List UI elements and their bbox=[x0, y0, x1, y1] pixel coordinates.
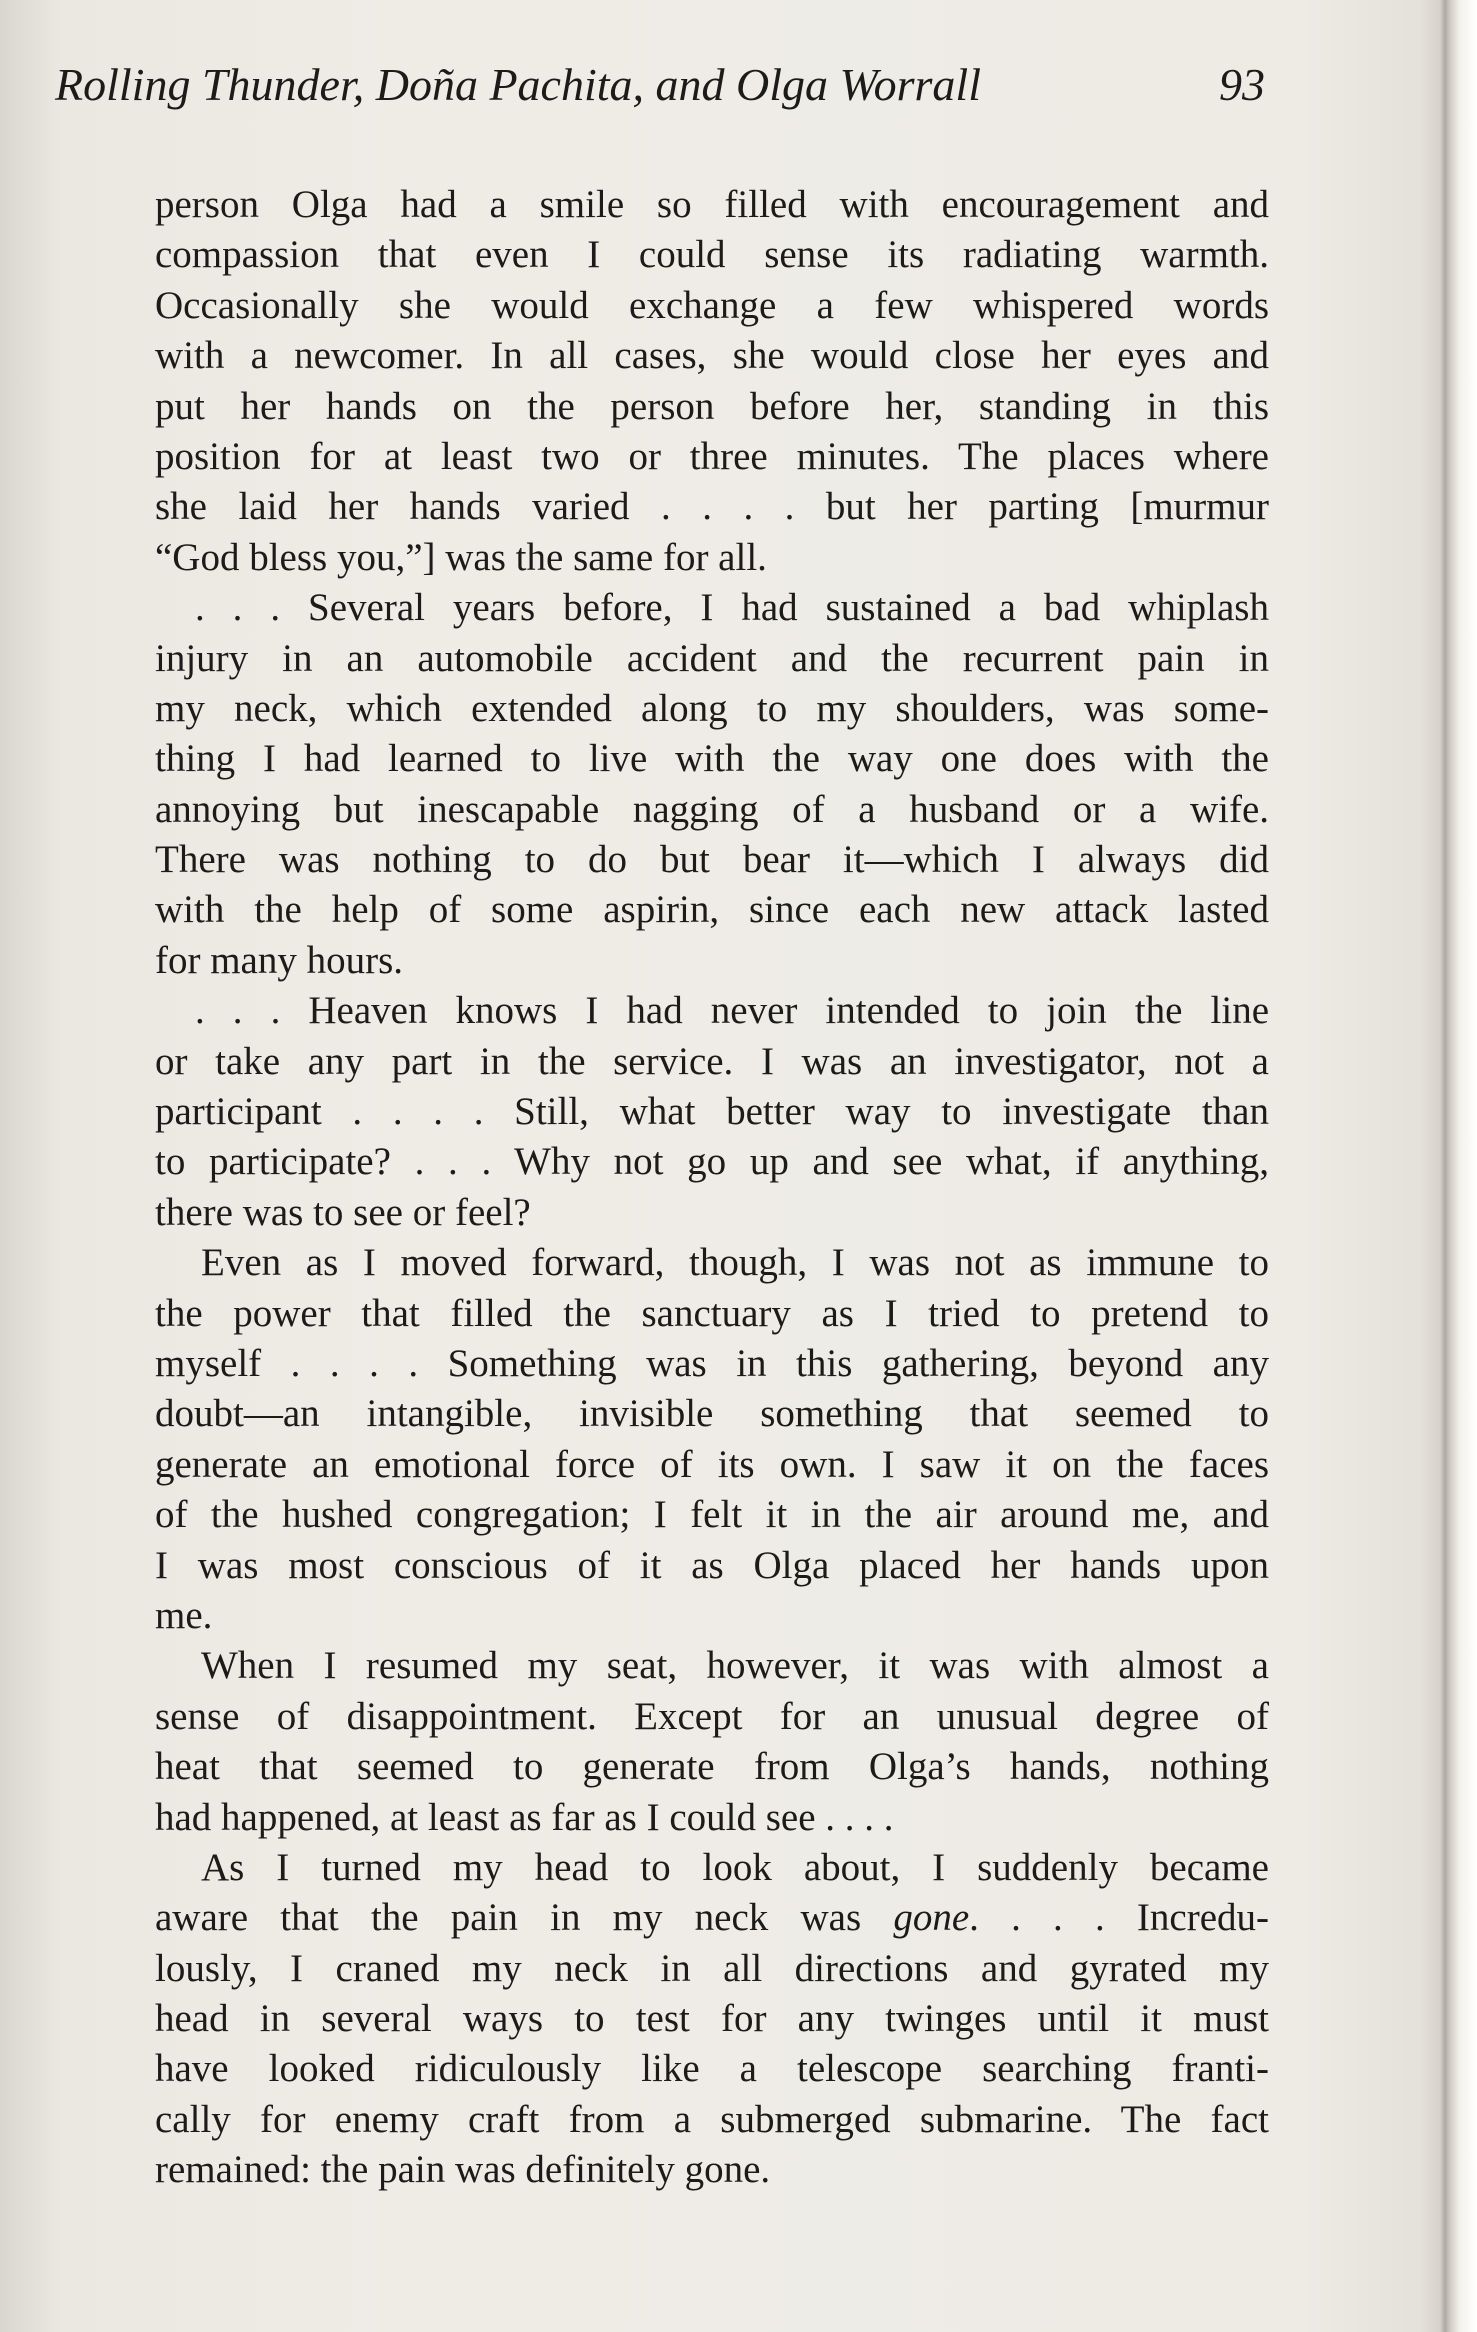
text-segment: . . . . Incredu- bbox=[969, 1896, 1270, 1940]
text-line: “God bless you,”] was the same for all. bbox=[155, 535, 767, 579]
text-segment: aware that the pain in my neck was bbox=[155, 1896, 862, 1940]
text-line: cally for enemy craft from a submerged submarine. The fact bbox=[155, 2097, 1269, 2141]
text-line: generate an emotional force of its own. I saw it on the faces bbox=[155, 1442, 1269, 1486]
text-line: Even as I moved forward, though, I was not as immune to bbox=[201, 1241, 1269, 1285]
text-line: for many hours. bbox=[155, 938, 404, 982]
text-line: doubt—an intangible, invisible something that seemed to bbox=[155, 1392, 1269, 1436]
text-line: head in several ways to test for any twinges until it must bbox=[155, 1997, 1269, 2041]
text-line: remained: the pain was definitely gone. bbox=[155, 2148, 771, 2192]
text-line: she laid her hands varied . . . . but her parting [murmur bbox=[155, 485, 1269, 529]
text-line: with the help of some aspirin, since each new attack lasted bbox=[155, 888, 1269, 932]
text-line: position for at least two or three minutes. The places where bbox=[155, 434, 1269, 478]
text-line: There was nothing to do but bear it—which I always did bbox=[155, 838, 1269, 882]
running-title: Rolling Thunder, Doña Pachita, and Olga Worrall bbox=[55, 59, 981, 110]
page-number: 93 bbox=[1219, 59, 1265, 110]
text-line: As I turned my head to look about, I suddenly became bbox=[201, 1845, 1269, 1889]
text-line: heat that seemed to generate from Olga’s hands, nothing bbox=[155, 1745, 1269, 1789]
text-line: Occasionally she would exchange a few whispered words bbox=[155, 283, 1269, 327]
text-line: compassion that even I could sense its radiating warmth. bbox=[155, 233, 1269, 277]
text-line: had happened, at least as far as I could see . . . . bbox=[155, 1795, 894, 1839]
page-edge-shadow bbox=[1440, 0, 1450, 2332]
text-line: . . . Several years before, I had sustained a bad whiplash bbox=[195, 586, 1269, 630]
text-line: me. bbox=[155, 1593, 213, 1637]
text-line: my neck, which extended along to my shoulders, was some- bbox=[155, 686, 1269, 730]
text-line: with a newcomer. In all cases, she would close her eyes and bbox=[155, 334, 1269, 378]
text-line: have looked ridiculously like a telescope searching franti- bbox=[155, 2047, 1269, 2091]
text-line: thing I had learned to live with the way one does with the bbox=[155, 737, 1269, 781]
text-line: of the hushed congregation; I felt it in the air around me, and bbox=[155, 1493, 1269, 1537]
text-line-with-emphasis bbox=[155, 1893, 1269, 1943]
body-text bbox=[155, 180, 1269, 2196]
running-head bbox=[55, 58, 1265, 118]
text-line: injury in an automobile accident and the recurrent pain in bbox=[155, 636, 1269, 680]
text-line: myself . . . . Something was in this gathering, beyond any bbox=[155, 1341, 1269, 1385]
text-line: or take any part in the service. I was an investigator, not a bbox=[155, 1039, 1269, 1083]
text-line: I was most conscious of it as Olga placed her hands upon bbox=[155, 1543, 1269, 1587]
text-line: put her hands on the person before her, standing in this bbox=[155, 384, 1269, 428]
text-line: When I resumed my seat, however, it was with almost a bbox=[201, 1644, 1269, 1688]
text-line: sense of disappointment. Except for an unusual degree of bbox=[155, 1694, 1269, 1738]
emphasized-word: gone bbox=[893, 1896, 970, 1940]
text-line: there was to see or feel? bbox=[155, 1190, 531, 1234]
text-line: lously, I craned my neck in all directions and gyrated my bbox=[155, 1946, 1269, 1990]
text-line: the power that filled the sanctuary as I tried to pretend to bbox=[155, 1291, 1269, 1335]
text-line: to participate? . . . Why not go up and see what, if anything, bbox=[155, 1140, 1269, 1184]
text-line: participant . . . . Still, what better way to investigate than bbox=[155, 1090, 1269, 1134]
text-line: annoying but inescapable nagging of a husband or a wife. bbox=[155, 787, 1269, 831]
text-line: . . . Heaven knows I had never intended to join the line bbox=[195, 989, 1269, 1033]
text-line: person Olga had a smile so filled with encouragement and bbox=[155, 183, 1269, 226]
